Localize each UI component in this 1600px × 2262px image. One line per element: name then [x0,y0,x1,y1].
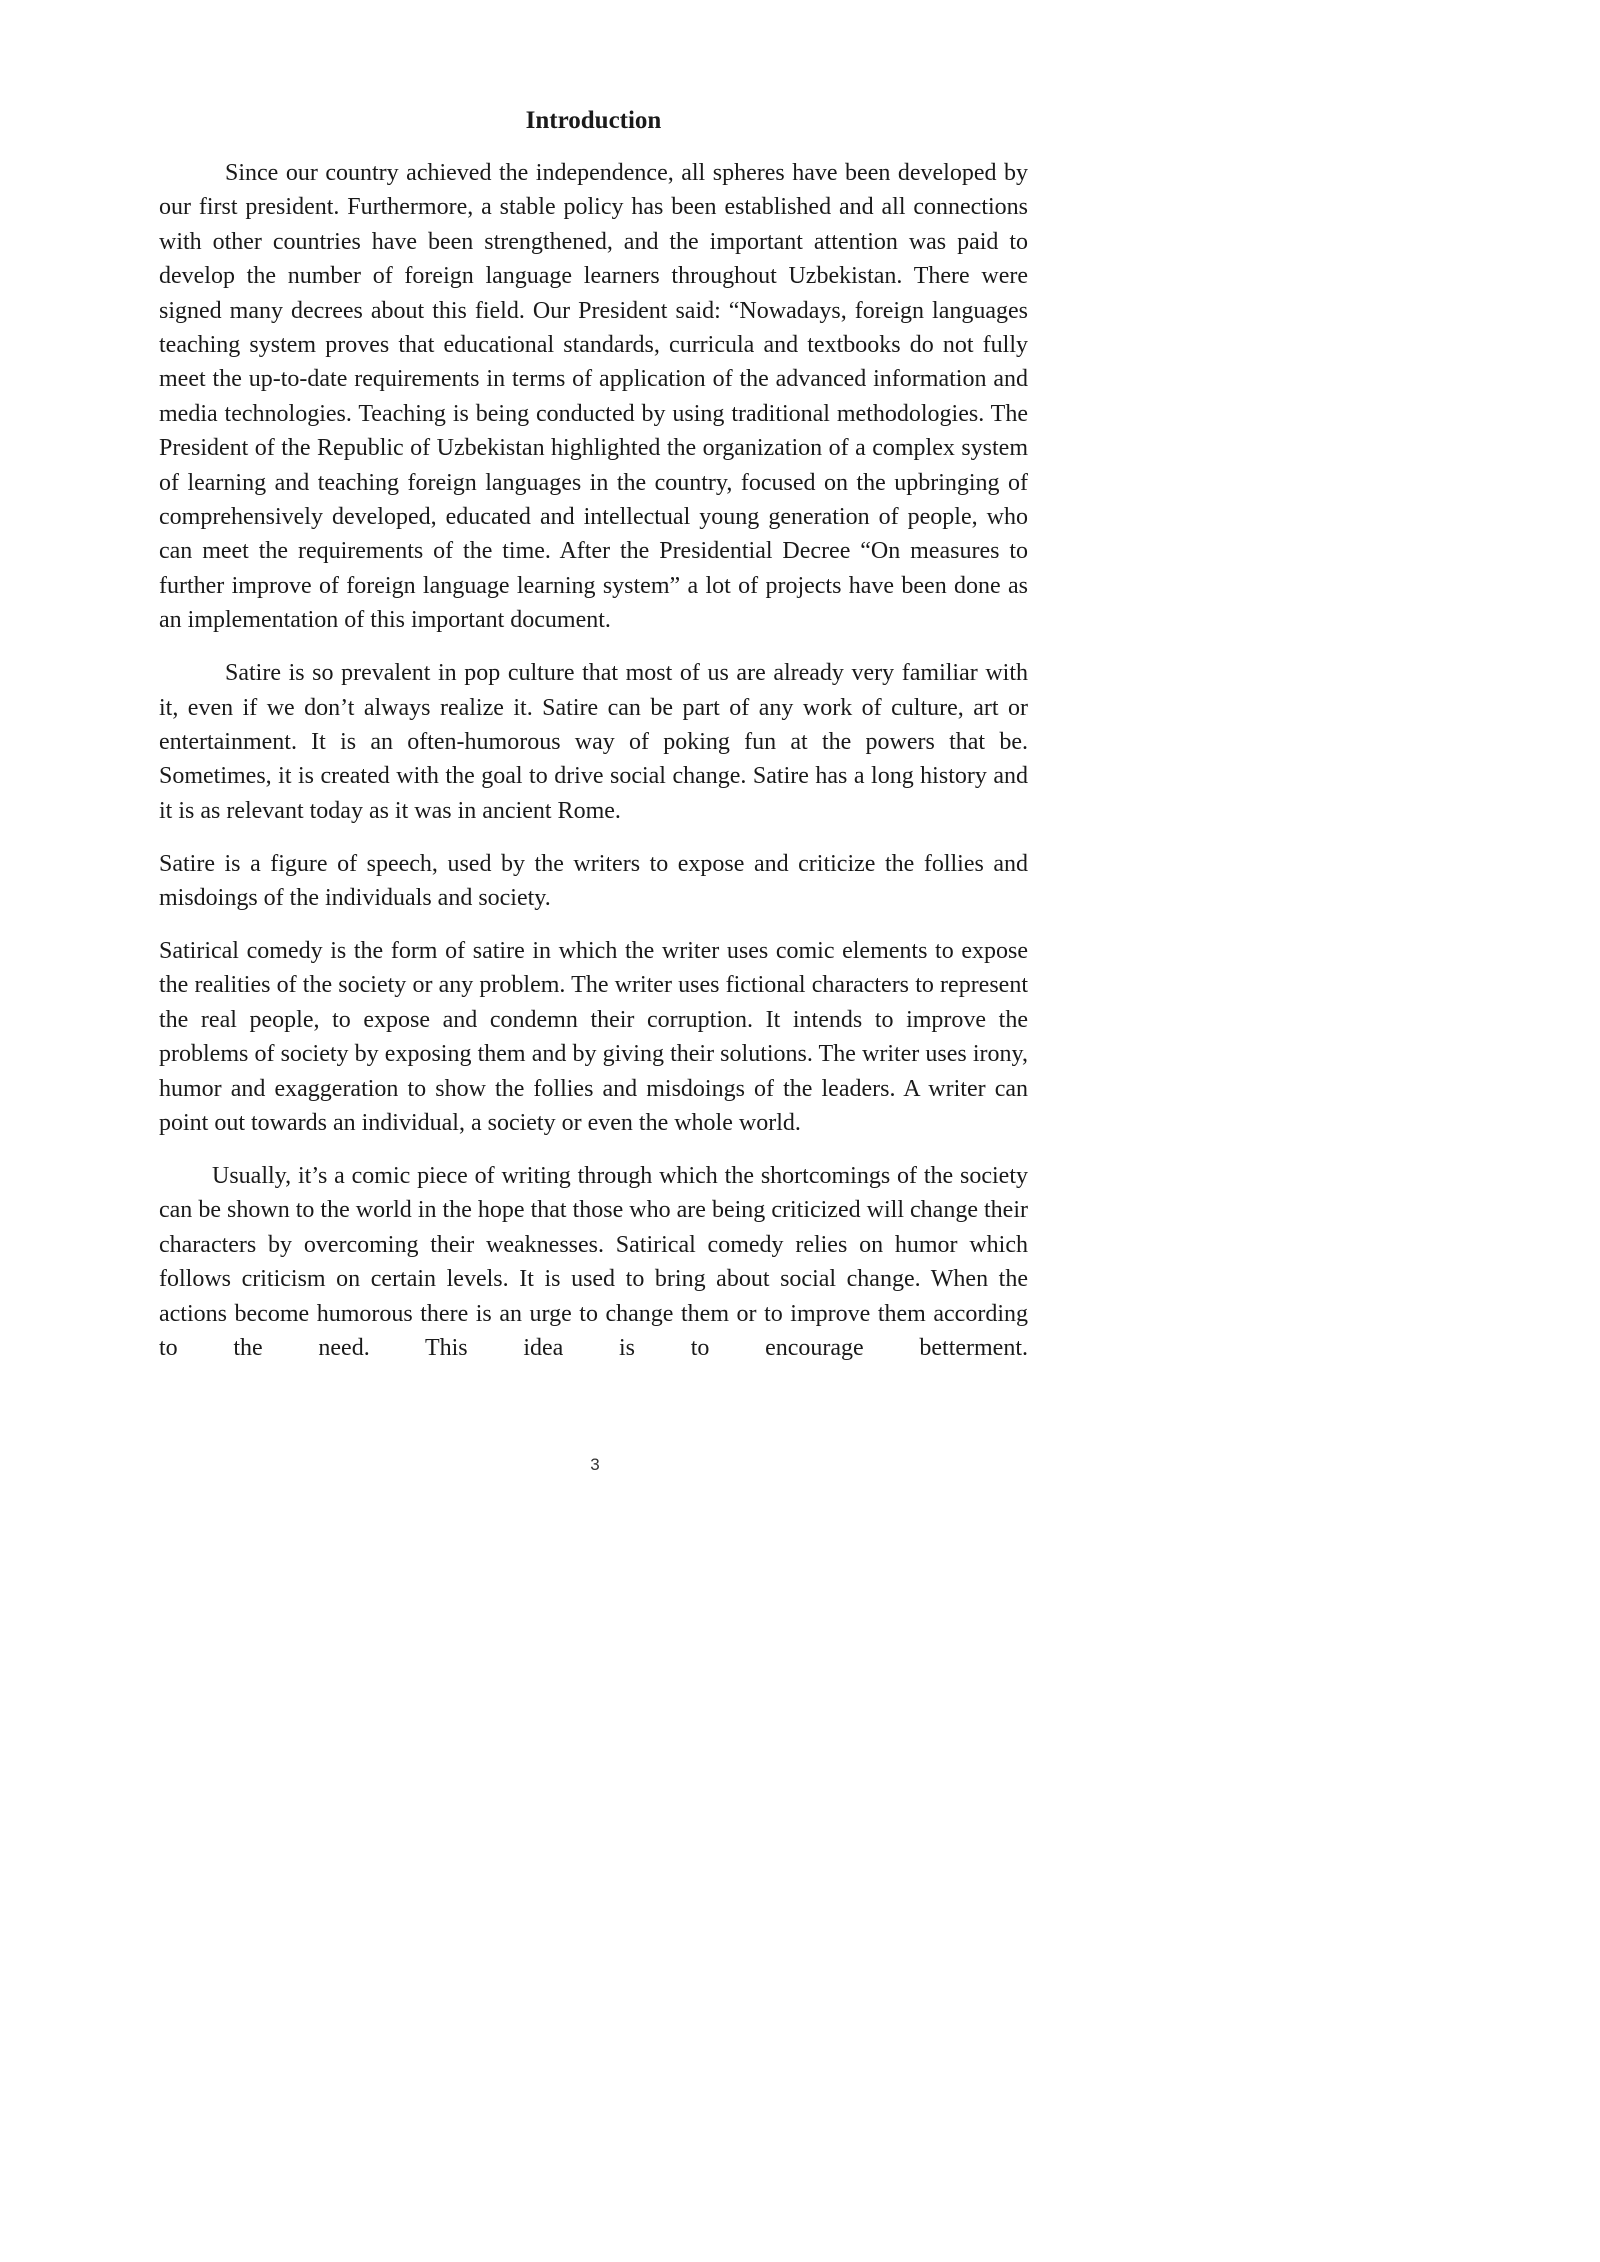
paragraph-comic-writing: Usually, it’s a comic piece of writing through which the shortcomings of the society can be shown to the world in the hope that those who are being criticized will change their characters by overcoming their weaknesses. Satirical comedy relies on humor which follows criticism on certain levels. It is used to bring about social change. When the actions become humorous there is an urge to change them or to improve them according to the need. This idea is to encourage betterment. [159,1162,1028,1361]
paragraph-satirical-comedy: Satirical comedy is the form of satire in which the writer uses comic elements to expose the realities of the society or any problem. The writer uses fictional characters to represent the real people, to expose and condemn their corruption. It intends to improve the problems of society by exposing them and by giving their solutions. The writer uses irony, humor and exaggeration to show the follies and misdoings of the leaders. A writer can point out towards an individual, a society or even the whole world. [159,938,1028,1137]
paragraph-satire-pop-culture: Satire is so prevalent in pop culture that most of us are already very familiar with it, even if we don’t always realize it. Satire can be part of any work of culture, art or entertainment. It is an often-humorous way of poking fun at the powers that be. Sometimes, it is created with the goal to drive social change. Satire has a long history and it is as relevant today as it was in ancient Rome. [159,660,1028,824]
page-content [159,104,1028,1384]
document-page [0,0,1109,1568]
page-number: 3 [590,1455,600,1474]
paragraph-satire-definition: Satire is a figure of speech, used by the writers to expose and criticize the follies and misdoings of the individuals and society. [159,850,1028,912]
page-title: Introduction [525,107,662,134]
paragraph-independence: Since our country achieved the independence, all spheres have been developed by our first president. Furthermore, a stable policy has been established and all connections with other countries have been strengthened, and the important attention was paid to develop the number of foreign language learners throughout Uzbekistan. There were signed many decrees about this field. Our President said: “Nowadays, foreign languages teaching system proves that educational standards, curricula and textbooks do not fully meet the up-to-date requirements in terms of application of the advanced information and media technologies. Teaching is being conducted by using traditional methodologies. The President of the Republic of Uzbekistan highlighted the organization of a complex system of learning and teaching foreign languages in the country, focused on the upbringing of comprehensively developed, educated and intellectual young generation of people, who can meet the requirements of the time. After the Presidential Decree “On measures to further improve of foreign language learning system” a lot of projects have been done as an implementation of this important document. [159,160,1028,634]
